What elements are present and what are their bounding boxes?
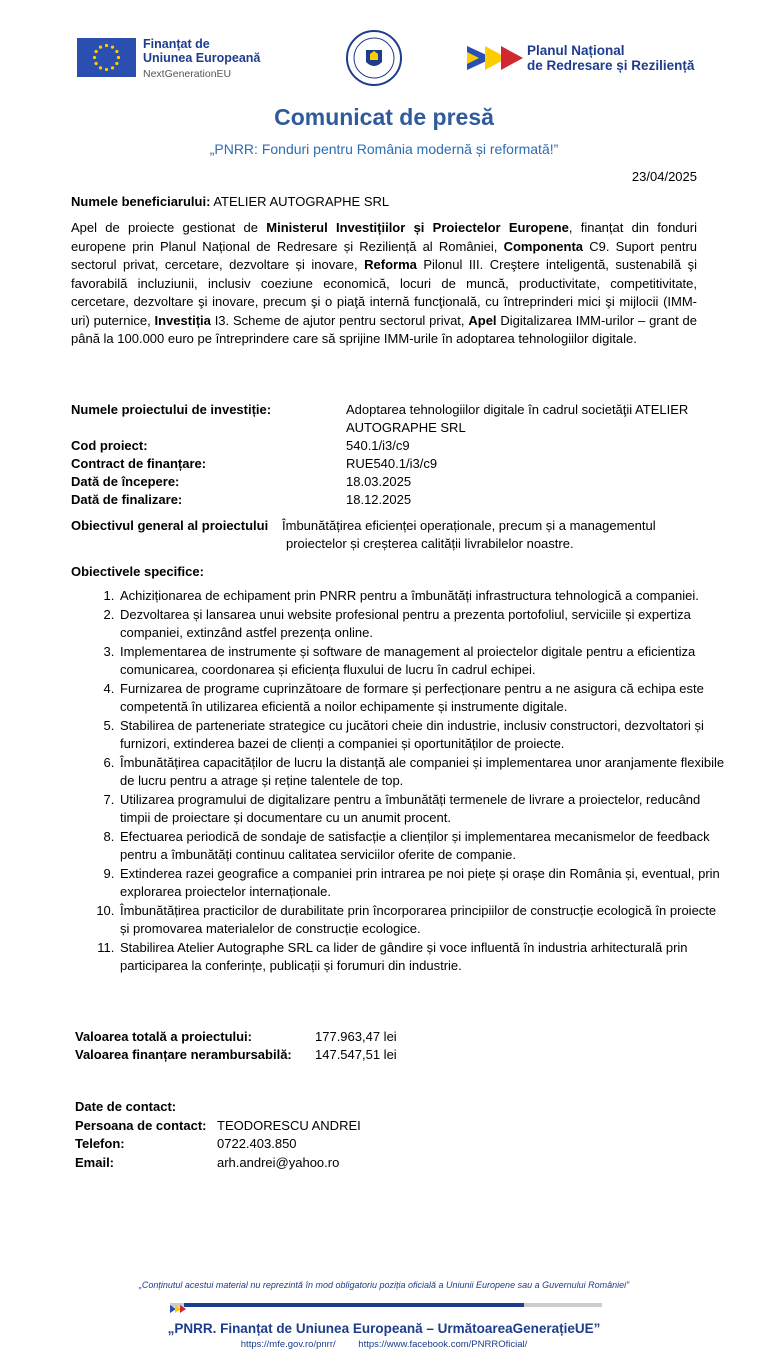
intro-bold-call: Apel	[468, 312, 497, 328]
eu-star-icon	[95, 50, 98, 53]
intro-text-1: Apel de proiecte gestionat de	[71, 220, 267, 235]
contact-phone-label: Telefon:	[75, 1136, 125, 1151]
grant-value-label: Valoarea finanțare nerambursabilă:	[75, 1047, 292, 1062]
footer-link-mfe[interactable]: https://mfe.gov.ro/pnrr/	[240, 1339, 336, 1350]
release-date: 23/04/2025	[631, 169, 697, 184]
eu-star-icon	[93, 56, 96, 59]
beneficiary-line	[71, 194, 389, 209]
eu-star-icon	[105, 68, 108, 71]
romanian-government-seal-icon	[346, 30, 402, 86]
eu-line2: Uniunea Europeană	[143, 51, 261, 65]
total-value-label: Valoarea totală a proiectului:	[75, 1029, 252, 1044]
specific-objectives-label: Obiectivele specifice:	[71, 564, 204, 579]
start-date-value: 18.03.2025	[346, 474, 412, 489]
intro-bold-investment: Investiția	[154, 312, 211, 328]
contact-person-value: TEODORESCU ANDREI	[217, 1118, 361, 1133]
contact-person-label: Persoana de contact:	[75, 1118, 207, 1133]
contact-heading: Date de contact:	[75, 1099, 177, 1114]
contact-person-row	[75, 1117, 361, 1136]
contact-email-label: Email:	[75, 1155, 115, 1170]
project-code-value: 540.1/i3/c9	[346, 438, 410, 453]
beneficiary-value: ATELIER AUTOGRAPHE SRL	[213, 194, 390, 209]
end-date-value: 18.12.2025	[346, 492, 412, 507]
footer-arrow-icon	[170, 1301, 188, 1316]
contract-row	[71, 455, 438, 473]
intro-text-6: Digitalizarea IMM-urilor – grant de până la 100.000 euro pe întreprindere care să sprijine IMM-urile în adoptarea tehnologiilor digitale.	[71, 312, 697, 346]
footer-divider-accent	[184, 1303, 524, 1307]
eu-star-icon	[111, 66, 114, 69]
eu-flag-icon	[77, 38, 136, 77]
eu-star-icon	[105, 44, 108, 47]
footer-link-facebook[interactable]: https://www.facebook.com/PNRROficial/	[358, 1339, 528, 1350]
intro-text-3: C9. Suport pentru sectorul privat, cercetare, dezvoltare și inovare,	[71, 238, 697, 272]
beneficiary-label: Numele beneficiarului:	[71, 194, 211, 209]
eu-line1: Finanțat de	[143, 37, 210, 51]
eu-star-icon	[95, 62, 98, 65]
general-objective-label: Obiectivul general al proiectului	[71, 518, 269, 533]
contact-email-row	[75, 1154, 340, 1173]
project-code-label: Cod proiect:	[71, 438, 148, 453]
eu-star-icon	[115, 50, 118, 53]
pnrr-line1: Planul Național	[527, 43, 625, 58]
specific-objectives-list	[71, 587, 728, 976]
eu-funding-logo-text	[143, 37, 260, 81]
contact-phone-value: 0722.403.850	[217, 1136, 297, 1151]
project-code-row	[71, 437, 410, 455]
eu-star-icon	[99, 66, 102, 69]
contract-label: Contract de finanțare:	[71, 456, 207, 471]
intro-bold-reform: Reforma	[364, 257, 417, 272]
contract-value: RUE540.1/i3/c9	[346, 456, 438, 471]
footer-disclaimer: „Conținutul acestui material nu reprezintă în mod obligatoriu poziția oficială a Uniunii Europene sau a Guvernului României”	[138, 1280, 630, 1290]
start-date-row	[71, 473, 412, 491]
project-name-row	[71, 401, 689, 435]
intro-text-5: I3. Scheme de ajutor pentru sectorul privat,	[210, 312, 469, 328]
footer-title: „PNRR. Finanțat de Uniunea Europeană – UrmătoareaGenerațieUE”	[167, 1321, 601, 1336]
pnrr-logo-text	[527, 43, 694, 73]
project-name-label: Numele proiectului de investiție:	[71, 402, 272, 417]
page-subtitle: „PNRR: Fonduri pentru România modernă și reformată!”	[209, 141, 559, 157]
grant-value-row	[75, 1046, 397, 1064]
list-item: 8. Efectuarea periodică de sondaje de satisfacție a clienților și implementarea mecanismelor de feedback pentru a îmbunătăți continuu calitatea serviciilor oferite de companie.	[118, 828, 728, 864]
list-item: 6. Îmbunătățirea capacităților de lucru la distanță ale companiei și implementarea unor aranjamente flexibile de lucru pentru a atrage și reține talentele de top.	[118, 754, 728, 790]
list-item: 9. Extinderea razei geografice a companiei prin intrarea pe noi piețe și orașe din România și, eventual, prin explorarea proiectelor internaționale.	[118, 865, 728, 901]
eu-line3: NextGenerationEU	[143, 68, 232, 80]
eu-star-icon	[111, 46, 114, 49]
intro-bold-component: Componenta	[503, 238, 584, 254]
footer-links	[0, 1339, 768, 1350]
list-item: 5. Stabilirea de parteneriate strategice cu jucători cheie din industrie, inclusiv constructori, dezvoltatori și furnizori, extinderea bazei de clienți a companiei și oportunităților de proiecte.	[118, 717, 728, 753]
contact-phone-row	[75, 1135, 297, 1154]
intro-text-4: Pilonul III. Creştere inteligentă, sustenabilă şi favorabilă incluziunii, inclusiv coeziune economică, locuri de muncă, productivitate, competitivitate, cercetare, dezvoltare şi inovare, precum şi o piaţă internă funcţională, cu întreprinderi mici şi mijlocii (IMM-uri) puternice,	[71, 257, 698, 328]
end-date-label: Dată de finalizare:	[71, 492, 183, 507]
pnrr-line2: de Redresare și Reziliență	[527, 58, 695, 73]
grant-value: 147.547,51 lei	[315, 1047, 397, 1062]
intro-paragraph	[71, 219, 697, 349]
list-item: 7. Utilizarea programului de digitalizare pentru a îmbunătăți termenele de livrare a proiectelor, reducând timpii de proiectare și documentare cu un anumit procent.	[118, 791, 728, 827]
intro-text-2: , finanțat din fonduri europene prin Planul Național de Redresare și Reziliență al României,	[71, 220, 697, 254]
list-item: 10. Îmbunătățirea practicilor de durabilitate prin încorporarea principiilor de construcție ecologică în proiecte și promovarea materialelor de construcție ecologice.	[118, 902, 728, 938]
page-title: Comunicat de presă	[274, 104, 494, 130]
project-name-value: Adoptarea tehnologiilor digitale în cadrul societăţii ATELIER AUTOGRAPHE SRL	[346, 402, 689, 435]
total-value: 177.963,47 lei	[315, 1029, 397, 1044]
list-item: 1. Achiziționarea de echipament prin PNRR pentru a îmbunătăți infrastructura tehnologică a companiei.	[118, 587, 728, 605]
total-value-row	[75, 1028, 397, 1046]
eu-star-icon	[115, 62, 118, 65]
list-item: 3. Implementarea de instrumente și software de management al proiectelor digitale pentru a eficientiza comunicarea, coordonarea și eficiența fluxului de lucru în cadrul echipei.	[118, 643, 728, 679]
eu-star-icon	[117, 56, 120, 59]
list-item: 11. Stabilirea Atelier Autographe SRL ca lider de gândire și voce influentă în industria arhitecturală prin participarea la conferințe, publicații și forumuri din industrie.	[118, 939, 728, 975]
general-objective-value: Îmbunătățirea eficienței operaționale, precum și a managementul proiectelor și creșterea calității livrabilelor noastre.	[282, 518, 656, 551]
pnrr-logo-icon	[467, 42, 527, 74]
contact-email-value[interactable]: arh.andrei@yahoo.ro	[217, 1155, 340, 1170]
end-date-row	[71, 491, 412, 509]
list-item: 4. Furnizarea de programe cuprinzătoare de formare și perfecționare pentru a ne asigura că echipa este competentă în utilizarea eficientă a noilor echipamente și instrumente digitale.	[118, 680, 728, 716]
intro-bold-ministry: Ministerul Investițiilor și Proiectelor Europene	[266, 220, 569, 235]
start-date-label: Dată de începere:	[71, 474, 180, 489]
list-item: 2. Dezvoltarea și lansarea unui website profesional pentru a prezenta portofoliul, serviciile și expertiza companiei, extinzând astfel prezența online.	[118, 606, 728, 642]
footer-divider	[170, 1303, 602, 1307]
eu-star-icon	[99, 46, 102, 49]
